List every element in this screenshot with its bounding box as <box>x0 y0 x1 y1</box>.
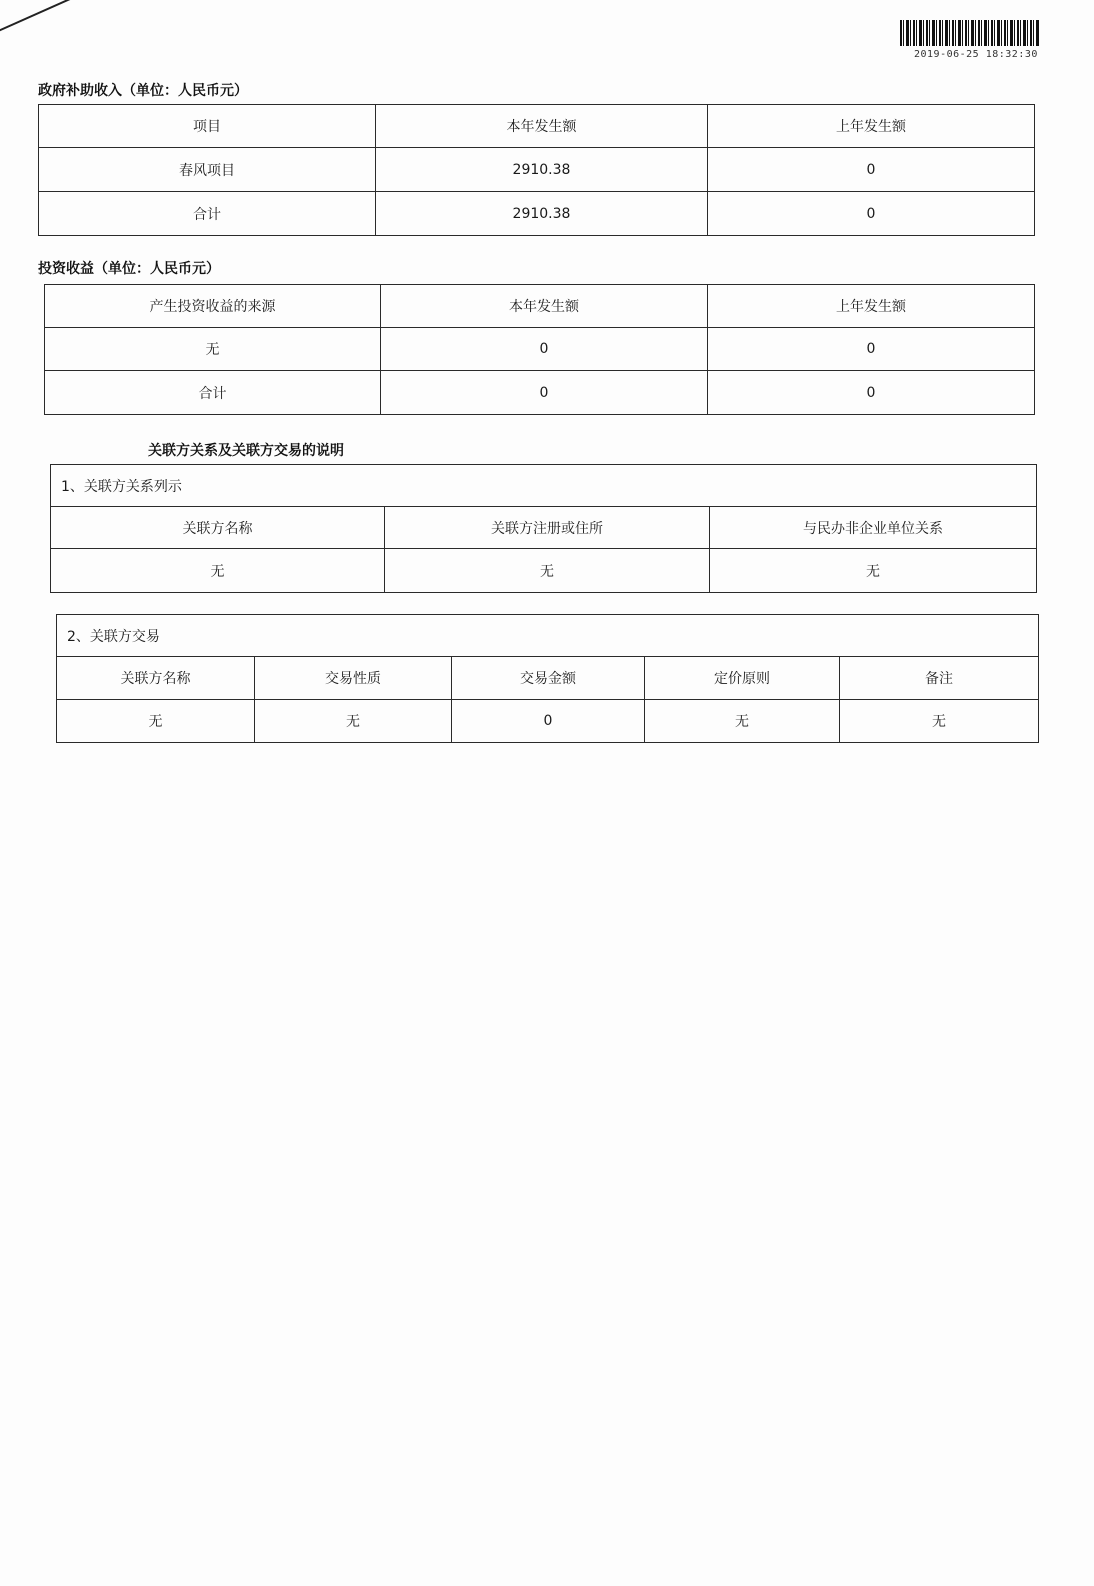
column-header: 交易性质 <box>255 657 452 700</box>
column-header: 上年发生额 <box>708 105 1035 148</box>
column-header: 项目 <box>39 105 376 148</box>
table-cell: 无 <box>840 700 1039 743</box>
table-cell: 合计 <box>45 371 381 415</box>
table-header-row <box>57 657 1039 700</box>
column-header: 关联方名称 <box>57 657 255 700</box>
table-cell: 无 <box>45 328 381 371</box>
table-cell: 0 <box>452 700 645 743</box>
column-header: 关联方名称 <box>51 507 385 549</box>
table-cell: 无 <box>51 549 385 593</box>
table-cell: 0 <box>708 148 1035 192</box>
subsidy-title: 政府补助收入（单位：人民币元） <box>38 83 248 99</box>
column-header: 本年发生额 <box>376 105 708 148</box>
table-cell: 无 <box>255 700 452 743</box>
column-header: 上年发生额 <box>708 285 1035 328</box>
table-cell: 0 <box>381 328 708 371</box>
column-header: 关联方注册或住所 <box>385 507 710 549</box>
subsidy-table <box>38 104 1035 236</box>
table-cell: 0 <box>708 328 1035 371</box>
table-row-total <box>45 371 1035 415</box>
print-timestamp: 2019-06-25 18:32:30 <box>914 49 1038 60</box>
transactions-heading: 2、关联方交易 <box>57 615 1039 657</box>
table-cell: 2910.38 <box>376 192 708 236</box>
table-header-row <box>39 105 1035 148</box>
table-cell: 无 <box>57 700 255 743</box>
column-header: 与民办非企业单位关系 <box>710 507 1037 549</box>
table-cell: 0 <box>381 371 708 415</box>
scan-edge-line <box>0 0 191 40</box>
table-cell: 无 <box>385 549 710 593</box>
table-cell: 0 <box>708 371 1035 415</box>
table-row <box>45 328 1035 371</box>
investment-table <box>44 284 1035 415</box>
related-transactions-table <box>56 614 1039 743</box>
related-relations-table <box>50 464 1037 593</box>
table-cell: 春风项目 <box>39 148 376 192</box>
table-header-row <box>45 285 1035 328</box>
table-row-total <box>39 192 1035 236</box>
column-header: 定价原则 <box>645 657 840 700</box>
related-party-title: 关联方关系及关联方交易的说明 <box>148 443 344 459</box>
table-row <box>39 148 1035 192</box>
column-header: 交易金额 <box>452 657 645 700</box>
investment-title: 投资收益（单位：人民币元） <box>38 261 220 277</box>
table-cell: 无 <box>645 700 840 743</box>
table-row <box>51 549 1037 593</box>
table-cell: 0 <box>708 192 1035 236</box>
table-header-row <box>51 507 1037 549</box>
column-header: 本年发生额 <box>381 285 708 328</box>
relations-heading: 1、关联方关系列示 <box>51 465 1037 507</box>
table-row <box>57 700 1039 743</box>
table-cell: 无 <box>710 549 1037 593</box>
table-caption-row <box>51 465 1037 507</box>
column-header: 产生投资收益的来源 <box>45 285 381 328</box>
table-cell: 2910.38 <box>376 148 708 192</box>
column-header: 备注 <box>840 657 1039 700</box>
table-cell: 合计 <box>39 192 376 236</box>
barcode <box>900 20 1040 46</box>
table-caption-row <box>57 615 1039 657</box>
